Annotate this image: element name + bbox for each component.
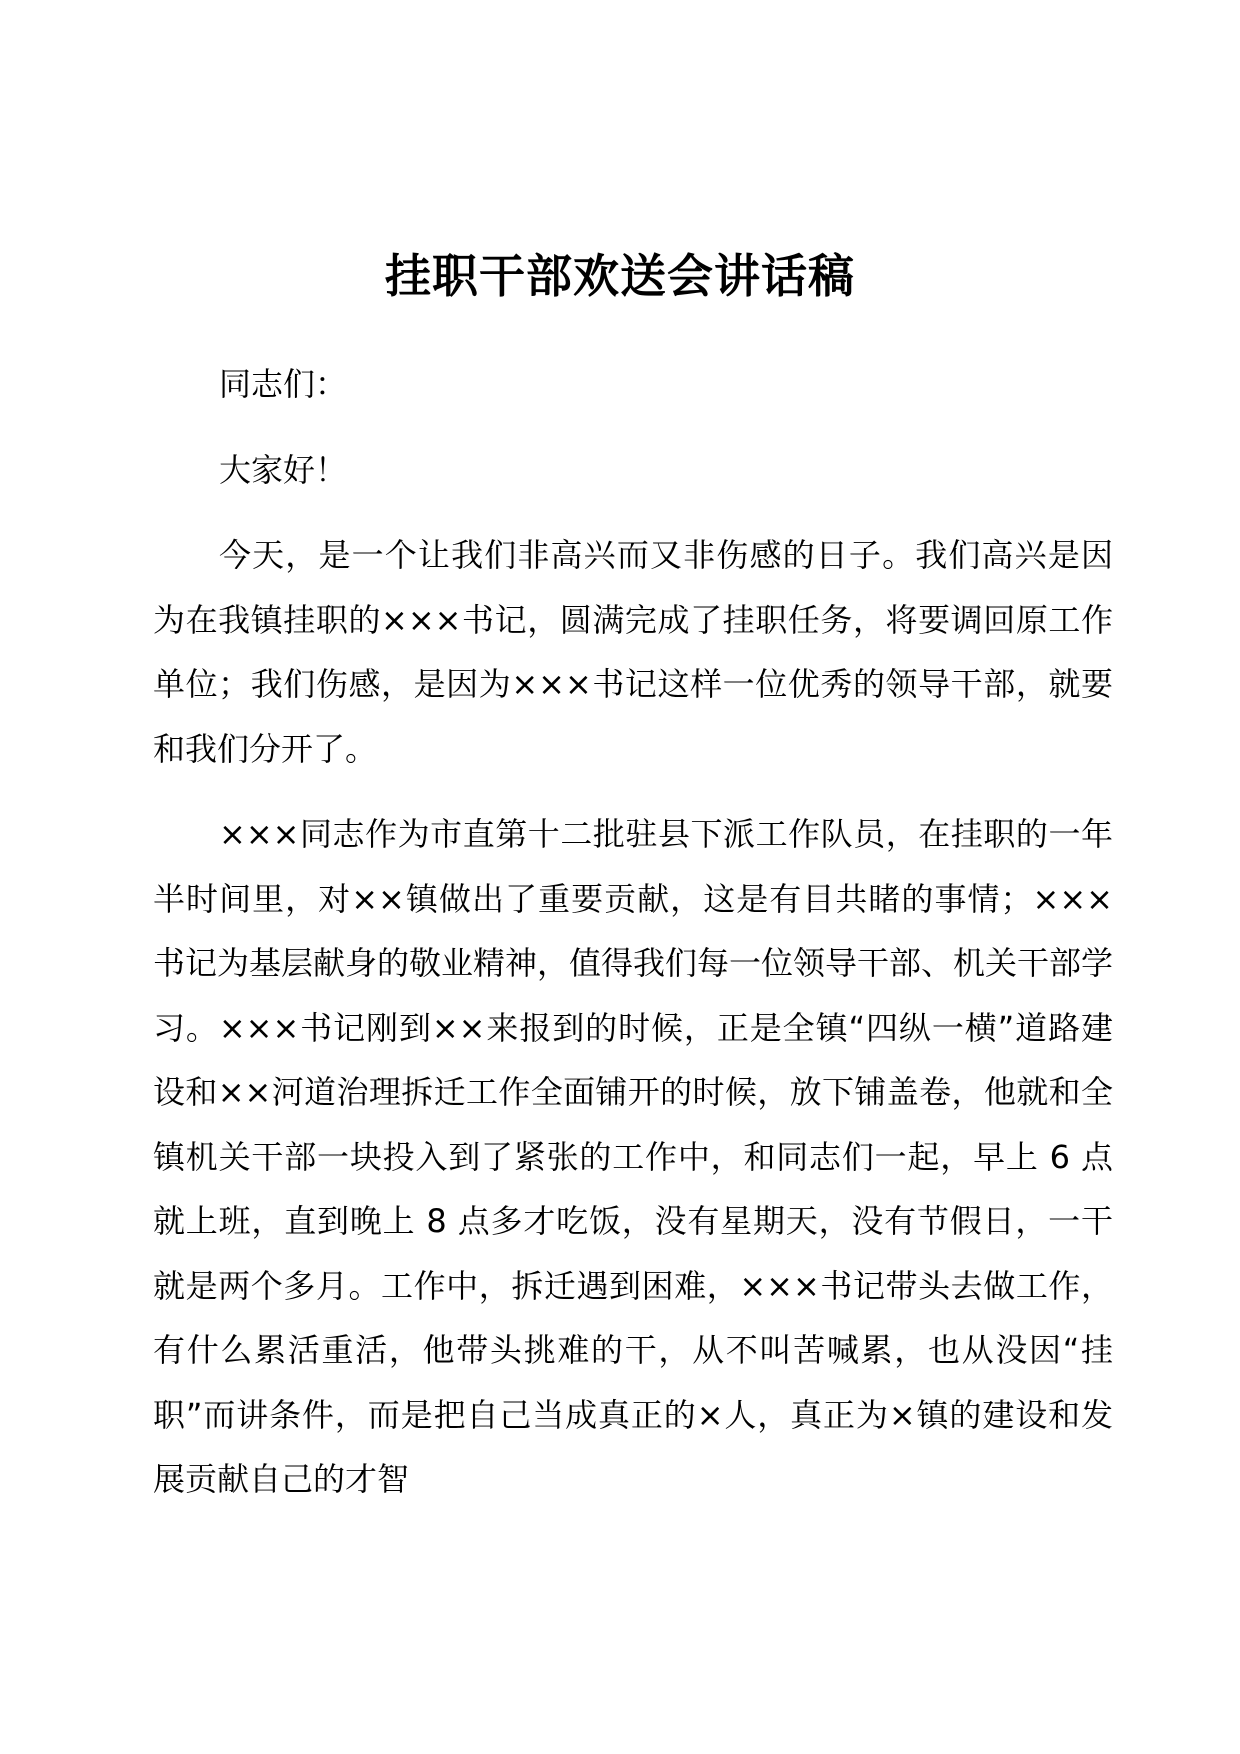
document-body [153,352,1113,1533]
salutation-paragraph: 同志们： [219,365,348,403]
body-paragraph: ×××同志作为市直第十二批驻县下派工作队员，在挂职的一年半时间里，对××镇做出了重要贡献，这是有目共睹的事情；×××书记为基层献身的敬业精神，值得我们每一位领导干部、机关干部学习。×××书记刚到××来报到的时候，正是全镇“四纵一横”道路建设和××河道治理拆迁工作全面铺开的时候，放下铺盖卷，他就和全镇机关干部一块投入到了紧张的工作中，和同志们一起，早上 6 点就上班，直到晚上 8 点多才吃饭，没有星期天，没有节假日，一干就是两个多月。工作中，拆迁遇到困难，×××书记带头去做工作，有什么累活重活，他带头挑难的干，从不叫苦喊累，也从没因“挂职”而讲条件，而是把自己当成真正的×人，真正为×镇的建设和发展贡献自己的才智 [153,815,1114,1498]
greeting-paragraph: 大家好！ [219,450,348,489]
document-title: 挂职干部欢送会讲话稿 [385,249,855,303]
body-paragraph: 今天，是一个让我们非高兴而又非伤感的日子。我们高兴是因为在我镇挂职的×××书记，圆满完成了挂职任务，将要调回原工作单位；我们伤感，是因为×××书记这样一位优秀的领导干部，就要和我们分开了。 [153,536,1113,768]
